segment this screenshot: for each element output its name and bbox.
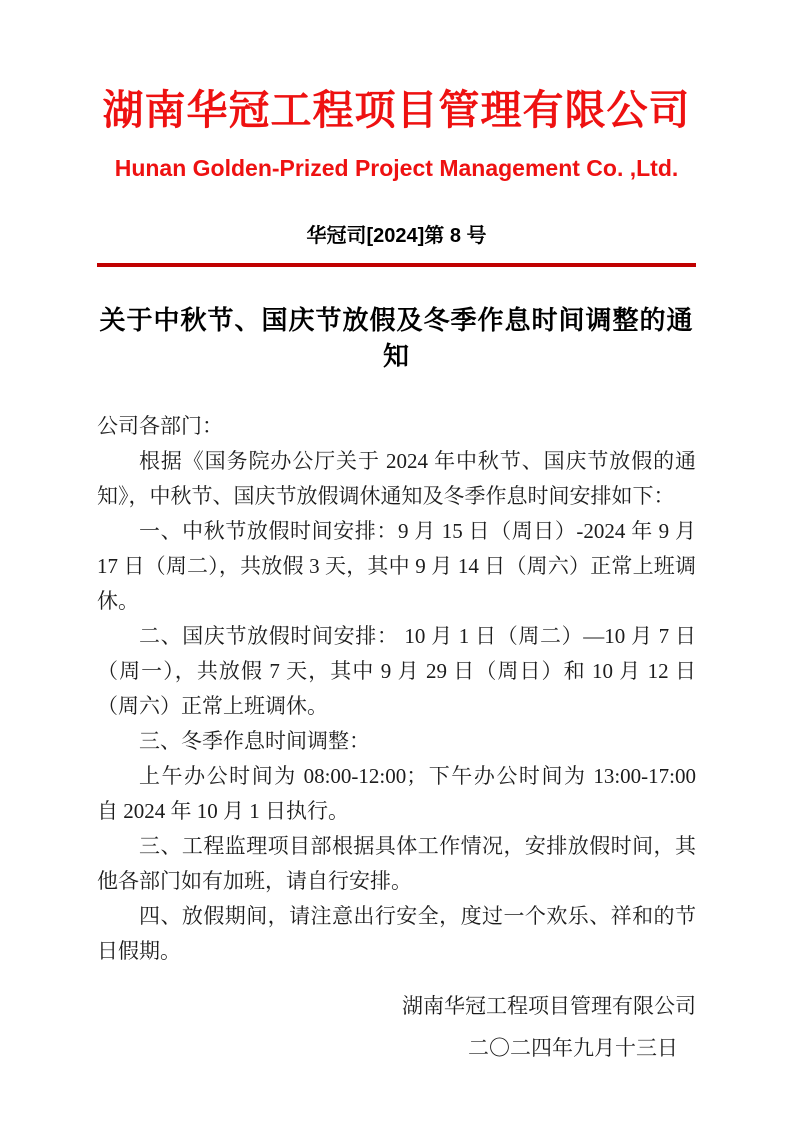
paragraph: 三、工程监理项目部根据具体工作情况，安排放假时间，其他各部门如有加班，请自行安排。 <box>97 834 696 893</box>
paragraph: 根据《国务院办公厅关于 2024 年中秋节、国庆节放假的通知》，中秋节、国庆节放假调休通知及冬季作息时间安排如下： <box>97 449 696 508</box>
signature-block <box>97 985 696 1069</box>
company-name-en: Hunan Golden-Prized Project Management Co. ,Ltd. <box>114 155 679 181</box>
paragraph: 上午办公时间为 08:00-12:00；下午办公时间为 13:00-17:00 自 2024 年 10 月 1 日执行。 <box>97 764 696 823</box>
paragraph: 四、放假期间，请注意出行安全，度过一个欢乐、祥和的节日假期。 <box>97 904 696 963</box>
doc-number: 华冠司[2024]第 8 号 <box>306 225 487 247</box>
paragraph: 一、中秋节放假时间安排：9 月 15 日（周日）-2024 年 9 月 17 日（周二），共放假 3 天，其中 9 月 14 日（周六）正常上班调休。 <box>97 519 696 613</box>
notice-body <box>97 409 696 969</box>
salutation: 公司各部门： <box>97 414 223 438</box>
signature-date: 二〇二四年九月十三日 <box>468 1036 678 1060</box>
paragraph: 二、国庆节放假时间安排： 10 月 1 日（周二）—10 月 7 日（周一），共放假 7 天，其中 9 月 29 日（周日）和 10 月 12 日（周六）正常上班调休。 <box>97 624 696 718</box>
paragraph: 三、冬季作息时间调整： <box>139 729 370 753</box>
notice-title: 关于中秋节、国庆节放假及冬季作息时间调整的通知 <box>99 306 694 371</box>
red-divider <box>97 263 696 267</box>
company-name-cn: 湖南华冠工程项目管理有限公司 <box>102 87 691 133</box>
signature-company: 湖南华冠工程项目管理有限公司 <box>402 994 696 1018</box>
